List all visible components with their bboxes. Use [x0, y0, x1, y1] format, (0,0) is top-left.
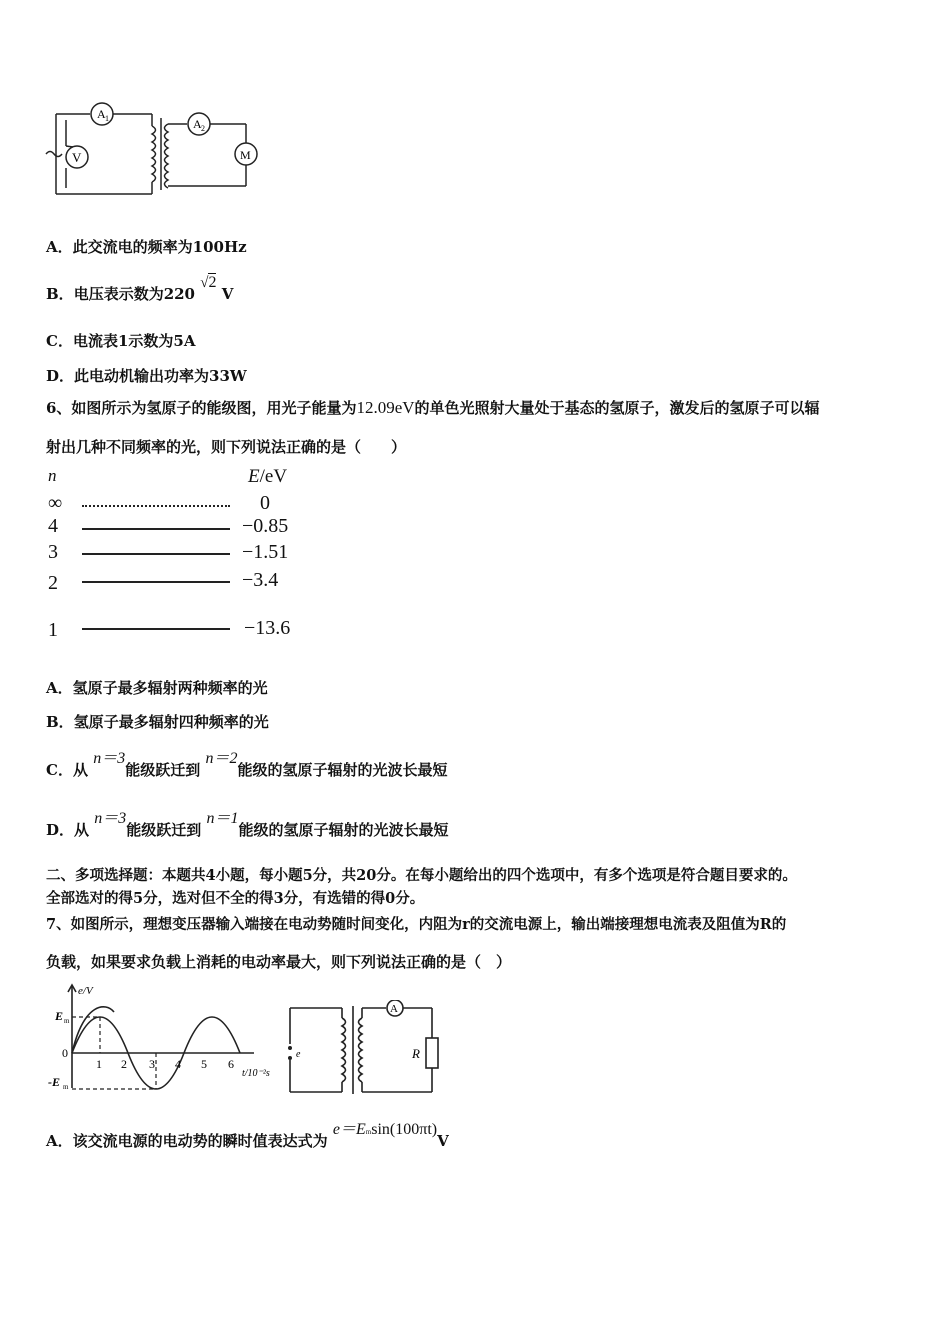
resistor-label: R	[412, 1046, 420, 1061]
q5-option-d: D．此电动机输出功率为33W	[46, 367, 247, 385]
tick-2: 2	[121, 1057, 127, 1071]
graph-origin: 0	[62, 1046, 68, 1060]
level-from: n＝3	[93, 750, 126, 767]
level-e-3: −1.51	[242, 541, 289, 563]
emf-time-graph	[44, 982, 279, 1092]
a2-sub: 2	[201, 124, 205, 133]
a1-label: A	[97, 107, 106, 121]
level-n-1: 1	[48, 619, 58, 641]
graph-xlabel: t/10⁻²s	[242, 1068, 270, 1079]
tick-6: 6	[228, 1057, 234, 1071]
q6-option-d: D．从 n＝3能级跃迁到 n＝1能级的氢原子辐射的光波长最短	[46, 810, 449, 839]
n-axis-label: n	[48, 466, 57, 485]
sine-curve	[72, 1007, 114, 1053]
graph-neg-em-sub: m	[63, 1083, 69, 1091]
sqrt-expression: √2	[200, 274, 217, 291]
motor-label: M	[240, 148, 251, 162]
q6-option-b: B．氢原子最多辐射四种频率的光	[46, 713, 269, 731]
a2-label: A	[193, 117, 202, 131]
graph-em: E	[55, 1009, 64, 1023]
section2-line2: 全部选对的得5分，选对但不全的得3分，有选错的得0分。	[46, 890, 425, 907]
q7-option-a: A．该交流电源的电动势的瞬时值表达式为 e＝Emsin(100πt)V	[46, 1128, 449, 1151]
a1-sub: 1	[105, 114, 109, 123]
source-label: e	[296, 1049, 301, 1060]
graph-em-sub: m	[64, 1017, 70, 1025]
graph-ylabel: e/V	[78, 985, 93, 997]
ammeter-label: A	[390, 1003, 398, 1015]
voltmeter-label: V	[72, 150, 82, 165]
transformer-circuit-figure	[40, 96, 270, 206]
level-line-inf	[82, 505, 230, 507]
level-e-2: −3.4	[242, 569, 279, 591]
level-line-3	[82, 553, 230, 555]
level-n-4: 4	[48, 515, 58, 537]
level-n-inf: ∞	[48, 492, 63, 514]
level-e-4: −0.85	[242, 515, 289, 537]
level-n-2: 2	[48, 572, 58, 594]
level-line-1	[82, 628, 230, 630]
e-axis-label: E/eV	[248, 466, 288, 487]
q5-option-b: B．电压表示数为220 √2 V	[46, 274, 234, 303]
level-line-2	[82, 581, 230, 583]
level-n-3: 3	[48, 541, 58, 563]
level-e-1: −13.6	[244, 617, 291, 639]
q6-stem-line1: 6、如图所示为氢原子的能级图，用光子能量为12.09eV的单色光照射大量处于基态的氢原子，激发后的氢原子可以辐	[46, 398, 820, 417]
tick-5: 5	[201, 1057, 207, 1071]
q7-transformer-circuit	[282, 1000, 442, 1096]
section2-line1: 二、多项选择题：本题共4小题，每小题5分，共20分。在每小题给出的四个选项中，有多个选项是符合题目要求的。	[46, 867, 797, 884]
level-line-4	[82, 528, 230, 530]
level-to: n＝2	[205, 750, 238, 767]
q7-stem-line1: 7、如图所示，理想变压器输入端接在电动势随时间变化，内阻为r的交流电源上，输出端接理想电流表及阻值为R的	[46, 916, 787, 933]
tick-4: 4	[175, 1057, 181, 1071]
emf-formula: e＝Emsin(100πt)	[332, 1121, 438, 1138]
q7-stem-line2: 负载，如果要求负载上消耗的电动率最大，则下列说法正确的是（ ）	[46, 953, 512, 971]
photon-energy: 12.09eV	[356, 398, 415, 417]
q5-option-c: C．电流表1示数为5A	[46, 332, 196, 350]
tick-1: 1	[96, 1057, 102, 1071]
q5-option-a: A．此交流电的频率为100Hz	[46, 238, 247, 256]
q6-option-c: C．从 n＝3能级跃迁到 n＝2能级的氢原子辐射的光波长最短	[46, 750, 448, 779]
q6-option-a: A．氢原子最多辐射两种频率的光	[46, 679, 268, 697]
tick-3: 3	[149, 1057, 155, 1071]
level-e-inf: 0	[260, 492, 270, 514]
level-from: n＝3	[94, 810, 127, 827]
graph-neg-em: -E	[48, 1075, 60, 1089]
level-to: n＝1	[206, 810, 239, 827]
q6-stem-line2: 射出几种不同频率的光，则下列说法正确的是（ ）	[46, 438, 407, 456]
